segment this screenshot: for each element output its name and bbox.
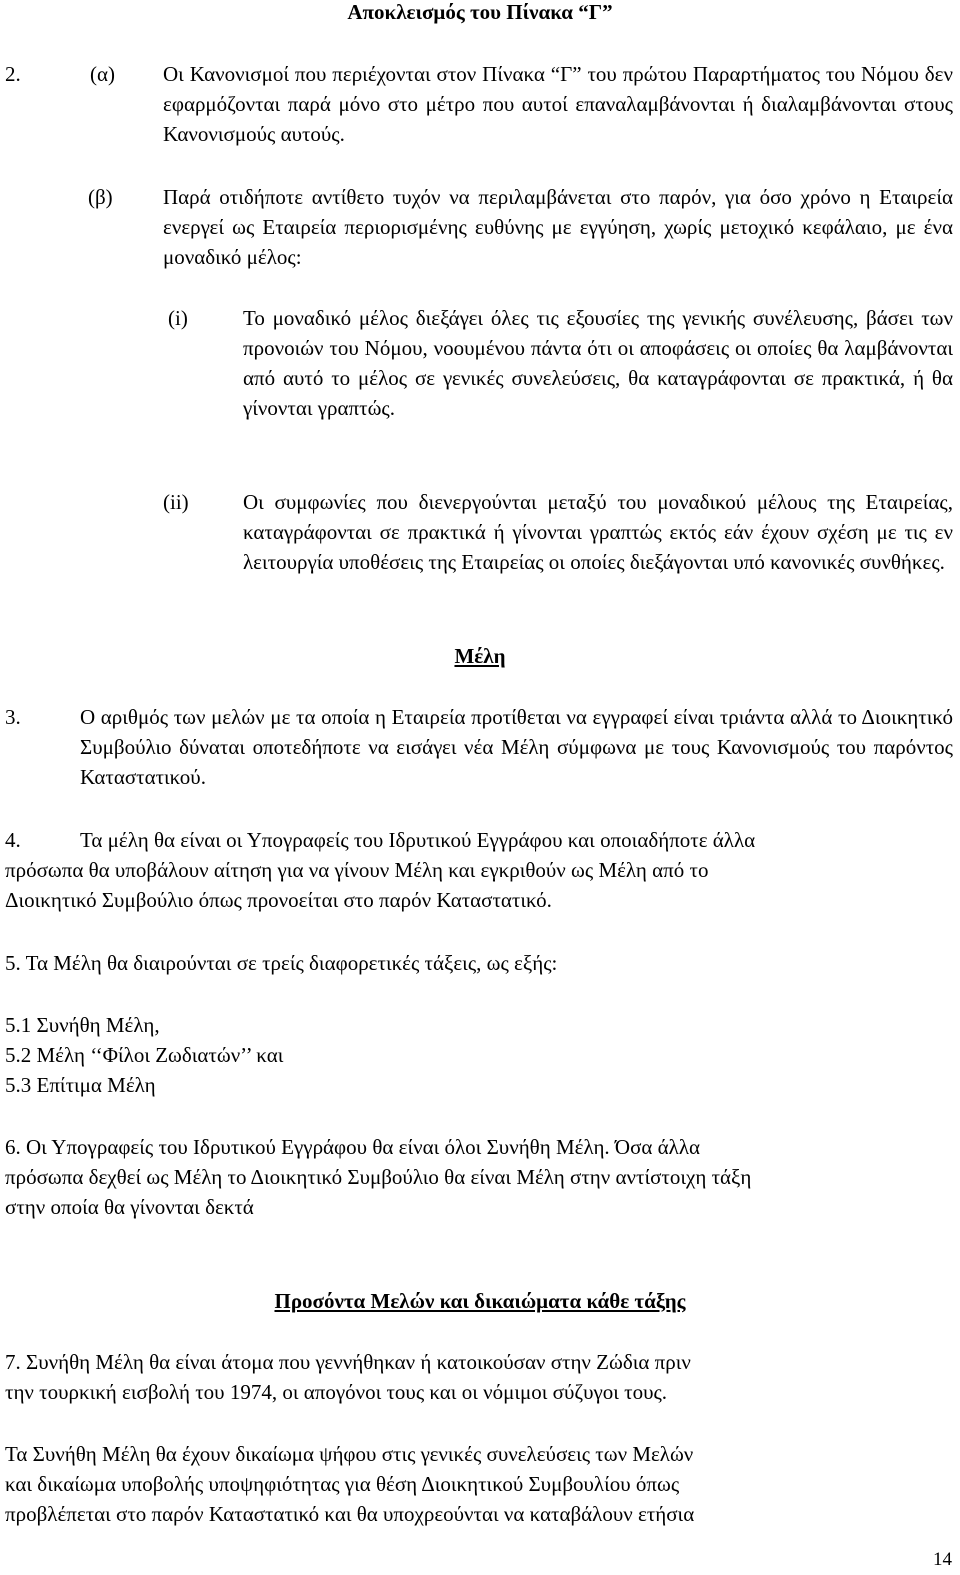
section-number-2: 2. (5, 62, 21, 86)
section-7b-line-2: και δικαίωμα υποβολής υποψηφιότητας για θέση Διοικητικού Συμβουλίου όπως (5, 1472, 680, 1496)
section-7b-line-1: Τα Συνήθη Μέλη θα έχουν δικαίωμα ψήφου στις γενικές συνελεύσεις των Μελών (5, 1442, 694, 1466)
members-heading: Μέλη (454, 644, 506, 668)
subclause-i-text: Το μοναδικό μέλος διεξάγει όλες τις εξουσίες της γενικής συνέλευσης, βάσει των προνοιών του Νόμου, νοουμένου πάντα ότι οι αποφάσεις οι οποίες θα λαμβάνονται από αυτό το μέλος σε γενικές συνελεύσεις, θα καταγράφονται σε πρακτικά, ή θα γίνονται γραπτώς. (243, 306, 953, 420)
clause-a-text: Οι Κανονισμοί που περιέχονται στον Πίνακα “Γ” του πρώτου Παραρτήματος του Νόμου δεν εφαρμόζονται παρά μόνο στο μέτρο που αυτοί επαναλαμβάνονται ή διαλαμβάνονται στους Κανονισμούς αυτούς. (163, 62, 953, 146)
section-4-line-3: Διοικητικό Συμβούλιο όπως προνοείται στο παρόν Καταστατικό. (5, 888, 552, 912)
subclause-label-ii: (ii) (163, 490, 189, 514)
section-4-line-1: Τα μέλη θα είναι οι Υπογραφείς του Ιδρυτικού Εγγράφου και οποιαδήποτε άλλα (80, 828, 756, 852)
section-3-text: Ο αριθμός των μελών με τα οποία η Εταιρεία προτίθεται να εγγραφεί είναι τριάντα αλλά το Διοικητικό Συμβούλιο δύναται οποτεδήποτε να εισάγει νέα Μέλη σύμφωνα με τους Κανονισμούς του παρόντος Καταστατικού. (80, 705, 953, 789)
section-4-line-2: πρόσωπα θα υποβάλουν αίτηση για να γίνουν Μέλη και εγκριθούν ως Μέλη από το (5, 858, 709, 882)
section-5-text: 5. Τα Μέλη θα διαιρούνται σε τρείς διαφορετικές τάξεις, ως εξής: (5, 951, 558, 975)
subclause-label-i: (i) (168, 306, 188, 330)
section-number-4: 4. (5, 828, 21, 852)
qualifications-heading: Προσόντα Μελών και δικαιώματα κάθε τάξης (274, 1289, 686, 1313)
clause-b-text: Παρά οτιδήποτε αντίθετο τυχόν να περιλαμβάνεται στο παρόν, για όσο χρόνο η Εταιρεία ενεργεί ως Εταιρεία περιορισμένης ευθύνης με εγγύηση, χωρίς μετοχικό κεφάλαιο, με ένα μοναδικό μέλος: (163, 185, 953, 269)
page-number: 14 (933, 1549, 952, 1570)
section-6-line-2: πρόσωπα δεχθεί ως Μέλη το Διοικητικό Συμβούλιο θα είναι Μέλη στην αντίστοιχη τάξη (5, 1165, 752, 1189)
page-title: Αποκλεισμός του Πίνακα “Γ” (347, 0, 613, 24)
clause-label-b: (β) (88, 185, 113, 209)
section-7-line-2: την τουρκική εισβολή του 1974, οι απογόνοι τους και οι νόμιμοι σύζυγοι τους. (5, 1380, 668, 1404)
section-7-line-1: 7. Συνήθη Μέλη θα είναι άτομα που γεννήθηκαν ή κατοικούσαν στην Ζώδια πριν (5, 1350, 691, 1374)
section-6-line-1: 6. Οι Υπογραφείς του Ιδρυτικού Εγγράφου θα είναι όλοι Συνήθη Μέλη. Όσα άλλα (5, 1135, 701, 1159)
member-class-5-3: 5.3 Επίτιμα Μέλη (5, 1073, 156, 1097)
section-number-3: 3. (5, 705, 21, 729)
member-class-5-1: 5.1 Συνήθη Μέλη, (5, 1013, 160, 1037)
clause-label-a: (α) (90, 62, 115, 86)
member-class-5-2: 5.2 Μέλη ‘‘Φίλοι Ζωδιατών’’ και (5, 1043, 284, 1067)
section-6-line-3: στην οποία θα γίνονται δεκτά (5, 1195, 254, 1219)
section-7b-line-3: προβλέπεται στο παρόν Καταστατικό και θα υποχρεούνται να καταβάλουν ετήσια (5, 1502, 695, 1526)
subclause-ii-text: Οι συμφωνίες που διενεργούνται μεταξύ του μοναδικού μέλους της Εταιρείας, καταγράφονται σε πρακτικά ή γίνονται γραπτώς εκτός εάν έχουν σχέση με τις εν λειτουργία υποθέσεις της Εταιρείας οι οποίες διεξάγονται υπό κανονικές συνθήκες. (243, 490, 953, 574)
